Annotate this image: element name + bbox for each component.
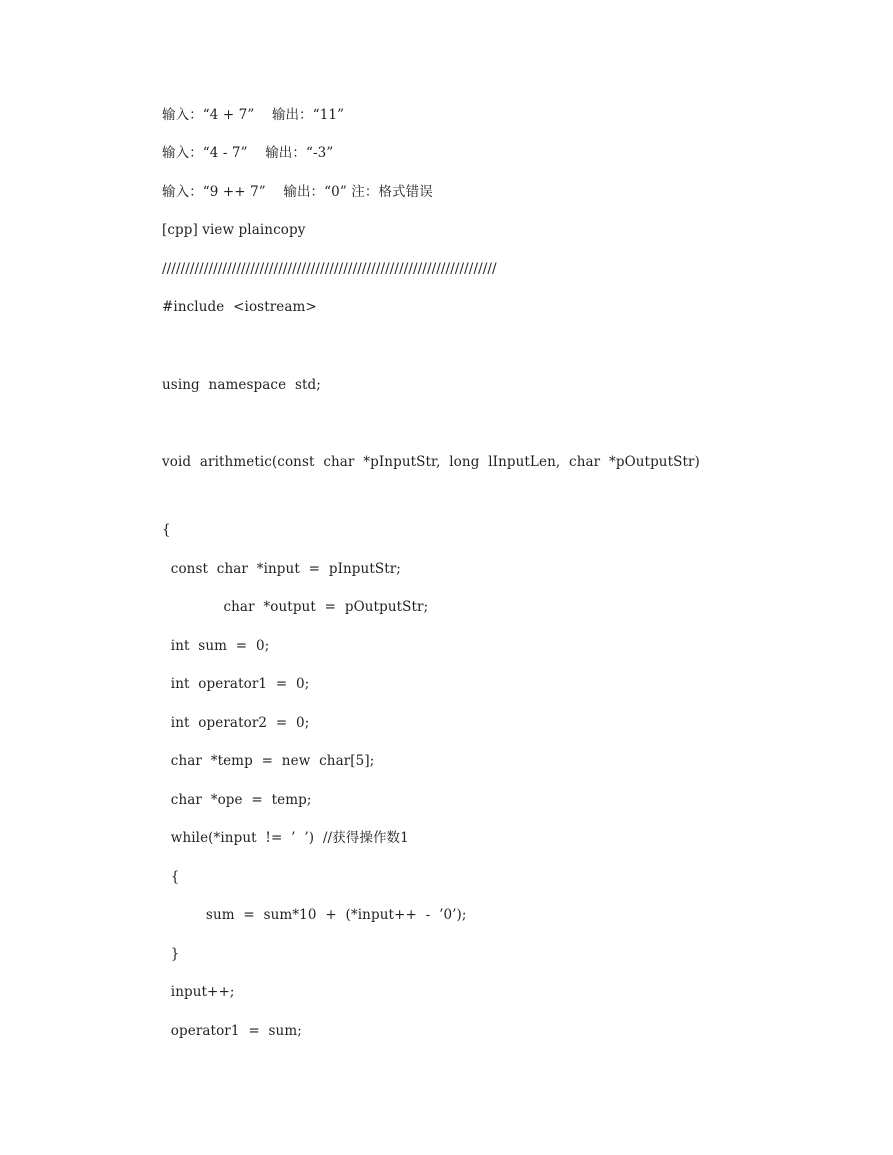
code-line-include: #include <iostream>: [162, 299, 317, 315]
example-line-2: 输入：“4 - 7” 输出：“-3”: [162, 145, 334, 161]
code-line-sum-decl: int sum = 0;: [162, 638, 270, 654]
code-line-comment-rule: ////////////////////////////////////////////////////////////////////////: [162, 261, 497, 277]
code-line-open-brace: {: [162, 522, 171, 538]
code-line-input-increment: input++;: [162, 984, 235, 1000]
code-line-function-signature: void arithmetic(const char *pInputStr, long lInputLen, char *pOutputStr): [162, 454, 700, 470]
code-line-while-close-brace: }: [162, 946, 180, 962]
code-line-output-decl: char *output = pOutputStr;: [162, 599, 429, 615]
code-line-while: while(*input != ’ ’) //获得操作数1: [162, 830, 409, 846]
example-line-1: 输入：“4 + 7” 输出：“11”: [162, 107, 345, 123]
example-line-3: 输入：“9 ++ 7” 输出：“0” 注：格式错误: [162, 184, 433, 200]
code-line-operator2-decl: int operator2 = 0;: [162, 715, 310, 731]
code-line-temp-decl: char *temp = new char[5];: [162, 753, 375, 769]
code-line-operator1-decl: int operator1 = 0;: [162, 676, 310, 692]
code-line-while-open-brace: {: [162, 869, 180, 885]
code-line-using: using namespace std;: [162, 377, 321, 393]
code-line-ope-decl: char *ope = temp;: [162, 792, 312, 808]
code-line-operator1-assign: operator1 = sum;: [162, 1023, 302, 1039]
code-header: [cpp] view plaincopy: [162, 222, 306, 238]
code-line-sum-accumulate: sum = sum*10 + (*input++ - ’0’);: [162, 907, 467, 923]
code-line-input-decl: const char *input = pInputStr;: [162, 561, 401, 577]
